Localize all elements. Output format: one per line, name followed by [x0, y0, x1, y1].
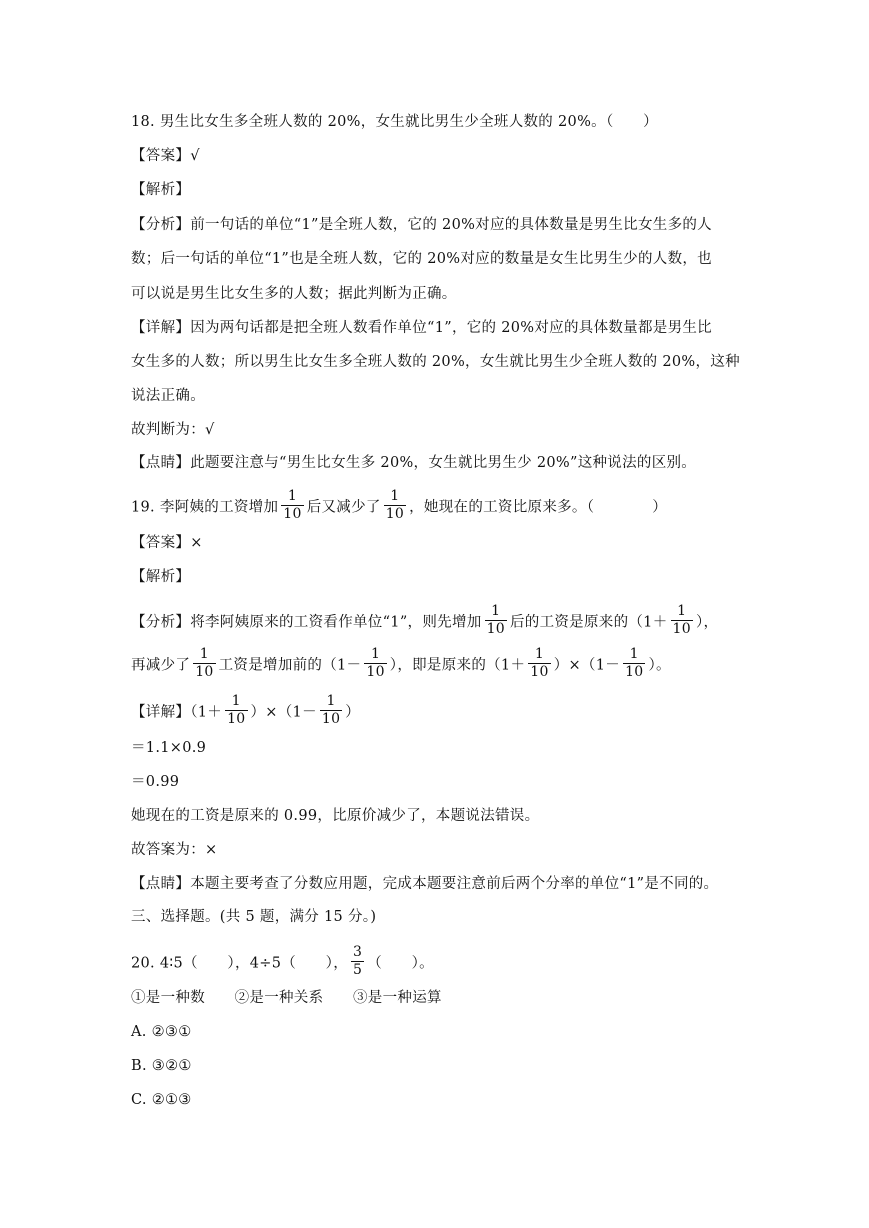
q19-fenxi-text: 工资是增加前的（1－: [218, 657, 362, 674]
fraction-one-tenth: [364, 646, 386, 681]
q19-fenxi-line-2: [131, 648, 671, 683]
fraction-numerator: 1: [225, 693, 247, 711]
q19-question-part-1: 19. 李阿姨的工资增加: [131, 499, 279, 516]
q19-xiangjie-text: ）×（1－: [250, 704, 317, 721]
q18-xiangjie-line-2: 女生多的人数；所以男生比女生多全班人数的 20%，女生就比男生少全班人数的 20%，这种: [131, 354, 740, 370]
q19-fenxi-text: ），: [695, 614, 719, 631]
fraction-numerator: 1: [623, 646, 645, 664]
q18-question: 18. 男生比女生多全班人数的 20%，女生就比男生少全班人数的 20%。（ ）: [131, 114, 658, 130]
q19-answer: 【答案】×: [131, 535, 203, 551]
q19-fenxi-text: ）×（1－: [553, 657, 621, 674]
q18-fenxi-line-3: 可以说是男生比女生多的人数；据此判断为正确。: [131, 286, 457, 302]
q19-dianjing: 【点睛】本题主要考查了分数应用题，完成本题要注意前后两个分率的单位“1”是不同的。: [131, 876, 719, 892]
q19-fenxi-line-1: [131, 605, 718, 640]
fraction-denominator: 10: [385, 506, 405, 522]
q19-step-2: ＝0.99: [131, 774, 180, 790]
fraction-numerator: 1: [364, 646, 386, 664]
fraction-one-tenth: [320, 693, 342, 728]
fraction-numerator: 1: [671, 603, 693, 621]
fraction-denominator: 10: [283, 506, 302, 522]
q18-jiexi-heading: 【解析】: [131, 182, 191, 198]
q20-question: [131, 946, 434, 981]
q18-answer: 【答案】√: [131, 148, 200, 164]
fraction-numerator: 1: [281, 488, 303, 506]
q20-option-b: B. ③②①: [131, 1058, 192, 1074]
q18-xiangjie-line-1: 【详解】因为两句话都是把全班人数看作单位“1”，它的 20%对应的具体数量都是男生比: [131, 320, 712, 336]
fraction-numerator: 1: [320, 693, 342, 711]
fraction-one-tenth: [623, 646, 645, 681]
fraction-three-fifths: [351, 944, 364, 979]
q20-option-descriptions: ①是一种数 ②是一种关系 ③是一种运算: [131, 990, 442, 1006]
fraction-one-tenth: [384, 488, 406, 523]
fraction-denominator: 10: [672, 621, 691, 637]
q20-question-part-1: 20. 4∶5（ ），4÷5（ ），: [131, 955, 348, 972]
q20-option-a: A. ②③①: [131, 1024, 192, 1040]
fraction-numerator: 1: [384, 488, 406, 506]
fraction-numerator: 1: [528, 646, 550, 664]
fraction-one-tenth: [193, 646, 215, 681]
q19-fenxi-text: 【分析】将李阿姨原来的工资看作单位“1”，则先增加: [131, 614, 482, 631]
q19-xiangjie-text: ）: [345, 704, 361, 721]
fraction-one-tenth: [225, 693, 247, 728]
q19-explanation: 她现在的工资是原来的 0.99，比原价减少了，本题说法错误。: [131, 808, 540, 824]
q18-dianjing: 【点睛】此题要注意与“男生比女生多 20%，女生就比男生少 20%”这种说法的区别。: [131, 455, 697, 471]
fraction-denominator: 10: [366, 664, 385, 680]
section-title: 三、选择题。(共 5 题，满分 15 分。): [131, 909, 377, 925]
fraction-numerator: 3: [353, 944, 363, 960]
q18-xiangjie-line-3: 说法正确。: [131, 388, 205, 404]
fraction-denominator: 10: [530, 664, 549, 680]
q19-question-part-2: 后又减少了: [306, 499, 381, 516]
q18-conclusion: 故判断为：√: [131, 422, 215, 438]
fraction-denominator: 10: [625, 664, 644, 680]
q20-option-c: C. ②①③: [131, 1092, 192, 1108]
q19-question-part-4: ）: [652, 499, 668, 516]
q18-fenxi-line-1: 【分析】前一句话的单位“1”是全班人数，它的 20%对应的具体数量是男生比女生多的人: [131, 217, 712, 233]
q18-fenxi-line-2: 数；后一句话的单位“1”也是全班人数，它的 20%对应的数量是女生比男生少的人数，也: [131, 251, 712, 267]
fraction-denominator: 10: [195, 664, 214, 680]
fraction-denominator: 5: [353, 962, 363, 978]
q19-step-1: ＝1.1×0.9: [131, 740, 207, 756]
q19-conclusion: 故答案为：×: [131, 842, 218, 858]
q19-question: [131, 490, 667, 525]
fraction-one-tenth: [528, 646, 550, 681]
fraction-denominator: 10: [486, 621, 505, 637]
fraction-one-tenth: [671, 603, 693, 638]
fraction-numerator: 1: [485, 603, 507, 621]
q19-xiangjie: [131, 695, 360, 730]
q19-question-part-3: ，她现在的工资比原来多。（: [409, 499, 595, 516]
q19-jiexi-heading: 【解析】: [131, 569, 191, 585]
q19-fenxi-text: 再减少了: [131, 657, 191, 674]
q20-question-part-2: （ ）。: [367, 955, 434, 972]
fraction-denominator: 10: [227, 711, 246, 727]
q19-fenxi-text: ），即是原来的（1＋: [389, 657, 526, 674]
fraction-numerator: 1: [193, 646, 215, 664]
fraction-one-tenth: [485, 603, 507, 638]
fraction-denominator: 10: [321, 711, 341, 727]
fraction-one-tenth: [281, 488, 303, 523]
q19-fenxi-text: 后的工资是原来的（1＋: [509, 614, 668, 631]
q19-fenxi-text: ）。: [648, 657, 671, 674]
q19-xiangjie-text: 【详解】（1＋: [131, 704, 223, 721]
